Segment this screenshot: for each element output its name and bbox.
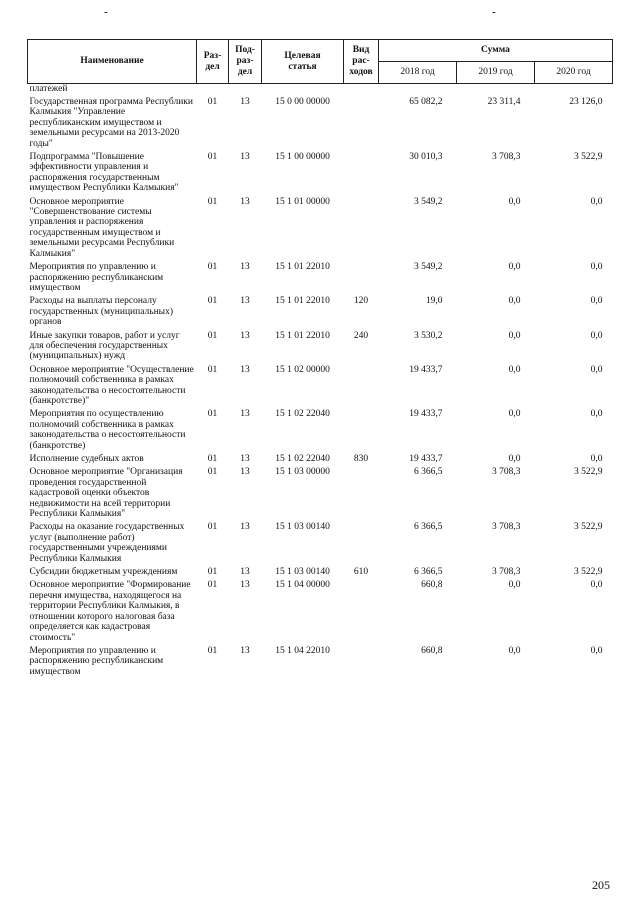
row-sum-2018: 19 433,7 [409, 409, 443, 420]
row-sum-2019: 0,0 [508, 454, 521, 464]
row-vid [344, 521, 379, 566]
row-sum-2018: 660,8 [421, 645, 443, 656]
row-sum-2020: 0,0 [590, 262, 603, 273]
row-podrazdel: 13 [240, 580, 250, 591]
col-header-summa: Сумма [379, 40, 613, 62]
row-sum-2020: 0,0 [590, 409, 603, 420]
row-razdel: 01 [207, 262, 218, 273]
row-sum-2020: 0,0 [590, 296, 603, 307]
row-celevaya: 15 1 01 00000 [275, 196, 330, 207]
row-vid [344, 151, 379, 196]
row-vid [344, 466, 379, 521]
row-sum-2018: 19 433,7 [409, 454, 443, 464]
row-sum-2018: 3 530,2 [414, 330, 443, 341]
row-name: Основное мероприятие "Совершенствование системы управления и распоряжения государственным имуществом и земельными ресурсами Республики Калмыкия" [29, 196, 175, 259]
row-razdel: 01 [207, 152, 218, 163]
row-sum-2018 [379, 84, 457, 97]
row-celevaya: 15 1 01 22010 [275, 262, 330, 273]
row-name: Мероприятия по управлению и распоряжению республиканским имуществом [29, 645, 164, 677]
row-sum-2018: 65 082,2 [409, 97, 443, 107]
row-sum-2019: 3 708,3 [492, 567, 521, 578]
row-vid [344, 84, 379, 97]
row-celevaya: 15 1 03 00140 [275, 522, 330, 533]
row-sum-2020: 0,0 [590, 580, 603, 591]
row-vid: 610 [353, 567, 369, 578]
row-podrazdel: 13 [240, 152, 250, 163]
row-razdel: 01 [207, 522, 218, 533]
row-sum-2020: 0,0 [590, 330, 603, 341]
row-vid [344, 579, 379, 644]
row-vid [344, 408, 379, 453]
row-podrazdel: 13 [240, 522, 250, 533]
row-vid [344, 196, 379, 261]
row-sum-2018: 660,8 [421, 580, 443, 591]
table-row [28, 330, 613, 364]
row-sum-2019: 23 311,4 [487, 97, 521, 107]
row-razdel [197, 84, 229, 97]
row-name: Мероприятия по управлению и распоряжению республиканским имуществом [29, 262, 164, 293]
col-header-2019: 2019 год [457, 62, 535, 84]
row-sum-2019: 3 708,3 [492, 467, 521, 478]
row-sum-2020: 23 126,0 [569, 97, 603, 107]
top-mark-right: - [492, 6, 496, 18]
row-razdel: 01 [207, 567, 218, 578]
row-vid [344, 96, 379, 151]
row-podrazdel: 13 [240, 645, 250, 656]
row-vid [344, 645, 379, 679]
row-sum-2019: 0,0 [508, 330, 521, 341]
table-row [28, 453, 613, 466]
row-sum-2019: 0,0 [508, 262, 521, 273]
row-celevaya: 15 1 02 00000 [275, 364, 330, 375]
row-razdel: 01 [207, 580, 218, 591]
row-sum-2019 [457, 84, 535, 97]
row-sum-2019: 0,0 [508, 364, 521, 375]
row-vid: 240 [353, 330, 369, 341]
col-header-2020: 2020 год [535, 62, 613, 84]
row-name: Исполнение судебных актов [29, 454, 144, 464]
top-mark-left: - [104, 6, 108, 18]
row-podrazdel [229, 84, 262, 97]
table-row [28, 196, 613, 261]
table-row [28, 466, 613, 521]
row-sum-2020 [535, 84, 613, 97]
page-number: 205 [592, 878, 610, 892]
row-podrazdel: 13 [240, 364, 250, 375]
row-podrazdel: 13 [240, 454, 250, 464]
row-sum-2020: 3 522,9 [574, 522, 603, 533]
col-header-name: Наименование [28, 40, 197, 84]
row-name: Мероприятия по осуществлению полномочий собственника в рамках законодательства о несостоятельности (банкротстве) [29, 409, 186, 451]
row-podrazdel: 13 [240, 567, 250, 578]
row-sum-2018: 6 366,5 [414, 522, 443, 533]
row-vid [344, 364, 379, 409]
row-celevaya: 15 1 00 00000 [275, 152, 330, 163]
row-celevaya: 15 1 02 22040 [275, 454, 330, 464]
row-razdel: 01 [207, 645, 218, 656]
row-name: Государственная программа Республики Калмыкия "Управление республиканским имуществом и земельными ресурсами на 2013-2020 годы" [29, 97, 193, 149]
row-vid [344, 261, 379, 295]
row-sum-2019: 3 708,3 [492, 522, 521, 533]
row-sum-2018: 3 549,2 [414, 262, 443, 273]
row-sum-2018: 6 366,5 [414, 467, 443, 478]
row-celevaya: 15 1 04 22010 [275, 645, 330, 656]
row-sum-2018: 19 433,7 [409, 364, 443, 375]
row-name: Субсидии бюджетным учреждениям [29, 567, 178, 578]
row-sum-2018: 3 549,2 [414, 196, 443, 207]
row-celevaya [262, 84, 344, 97]
row-sum-2019: 0,0 [508, 296, 521, 307]
table-row [28, 96, 613, 151]
table-row [28, 261, 613, 295]
row-celevaya: 15 1 01 22010 [275, 296, 330, 307]
row-celevaya: 15 1 02 22040 [275, 409, 330, 420]
row-celevaya: 15 1 03 00000 [275, 467, 330, 478]
row-celevaya: 15 1 03 00140 [275, 567, 330, 578]
row-sum-2020: 0,0 [590, 364, 603, 375]
row-razdel: 01 [207, 196, 218, 207]
row-celevaya: 15 1 04 00000 [275, 580, 330, 591]
row-sum-2019: 0,0 [508, 409, 521, 420]
row-celevaya: 15 1 01 22010 [275, 330, 330, 341]
row-name: Иные закупки товаров, работ и услуг для обеспечения государственных (муниципальных) нужд [29, 330, 180, 362]
row-sum-2019: 3 708,3 [492, 152, 521, 163]
table-row [28, 579, 613, 644]
row-podrazdel: 13 [240, 409, 250, 420]
row-name: Основное мероприятие "Формирование перечня имущества, находящегося на территории Республики Калмыкия, в отношении которого налоговая база определяется как кадастровая стоимость" [29, 580, 191, 643]
row-name: платежей [29, 84, 68, 94]
row-name: Подпрограмма "Повышение эффективности управления и распоряжения государственным имуществом Республики Калмыкия" [29, 152, 179, 194]
row-sum-2020: 3 522,9 [574, 152, 603, 163]
col-header-vid: Вид рас- ходов [344, 40, 379, 84]
row-podrazdel: 13 [240, 467, 250, 478]
row-razdel: 01 [207, 296, 218, 307]
row-razdel: 01 [207, 330, 218, 341]
table-row [28, 521, 613, 566]
budget-table [27, 39, 613, 679]
table-row [28, 295, 613, 329]
row-razdel: 01 [207, 97, 218, 107]
row-razdel: 01 [207, 364, 218, 375]
row-sum-2020: 3 522,9 [574, 467, 603, 478]
col-header-razdel: Раз- дел [197, 40, 229, 84]
row-razdel: 01 [207, 409, 218, 420]
col-header-celevaya: Целевая статья [262, 40, 344, 84]
row-sum-2018: 19,0 [425, 296, 443, 307]
row-sum-2020: 0,0 [590, 645, 603, 656]
row-name: Основное мероприятие "Организация проведения государственной кадастровой оценки объектов недвижимости на всей территории Республики Калмыкия" [29, 467, 183, 520]
row-sum-2019: 0,0 [508, 580, 521, 591]
row-sum-2018: 30 010,3 [409, 152, 443, 163]
row-sum-2019: 0,0 [508, 645, 521, 656]
row-name: Расходы на оказание государственных услуг (выполнение работ) государственными учреждениями Республики Калмыкия [29, 522, 185, 564]
col-header-2018: 2018 год [379, 62, 457, 84]
row-razdel: 01 [207, 467, 218, 478]
row-celevaya: 15 0 00 00000 [275, 97, 330, 107]
table-row [28, 364, 613, 409]
row-vid: 830 [353, 454, 369, 464]
table-row [28, 408, 613, 453]
row-name: Основное мероприятие "Осуществление полномочий собственника в рамках законодательства о несостоятельности (банкротстве)" [29, 364, 194, 406]
row-sum-2020: 0,0 [590, 196, 603, 207]
row-podrazdel: 13 [240, 330, 250, 341]
table-row [28, 566, 613, 579]
col-header-podrazdel: Под- раз- дел [229, 40, 262, 84]
table-row [28, 84, 613, 97]
row-vid: 120 [353, 296, 369, 307]
row-podrazdel: 13 [240, 296, 250, 307]
row-sum-2020: 3 522,9 [574, 567, 603, 578]
row-sum-2020: 0,0 [590, 454, 603, 464]
row-podrazdel: 13 [240, 97, 250, 107]
row-sum-2018: 6 366,5 [414, 567, 443, 578]
row-sum-2019: 0,0 [508, 196, 521, 207]
table-body [28, 84, 613, 680]
table-row [28, 151, 613, 196]
table-row [28, 645, 613, 679]
row-razdel: 01 [207, 454, 218, 464]
row-podrazdel: 13 [240, 262, 250, 273]
row-name: Расходы на выплаты персоналу государственных (муниципальных) органов [29, 296, 173, 328]
row-podrazdel: 13 [240, 196, 250, 207]
